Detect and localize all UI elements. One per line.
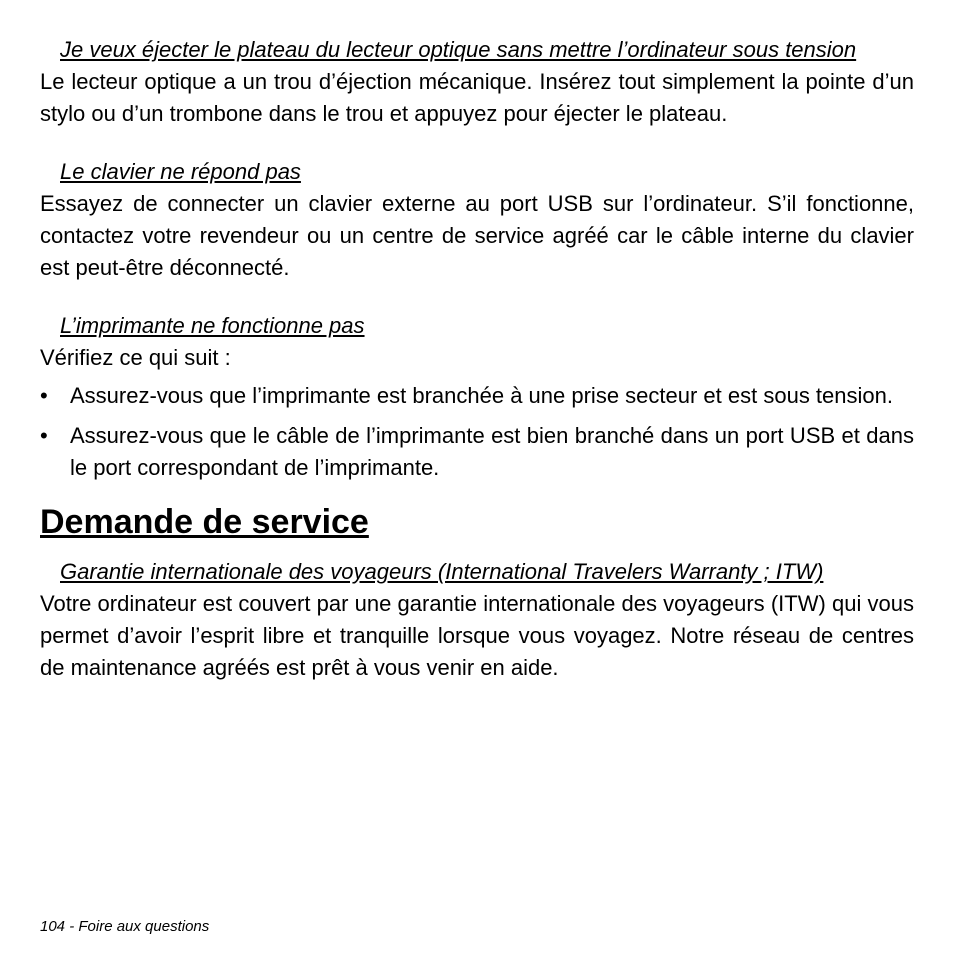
spacer <box>40 492 914 500</box>
section-body-eject-tray: Le lecteur optique a un trou d’éjection mécanique. Insérez tout simplement la pointe d’un stylo ou d’un trombone dans le trou et appuyez pour éjecter le plateau. <box>40 69 914 126</box>
bullet-glyph: • <box>40 383 48 408</box>
section-body-printer: Vérifiez ce qui suit : <box>40 345 231 370</box>
spacer <box>40 544 914 556</box>
section-body-itw: Votre ordinateur est couvert par une garantie internationale des voyageurs (ITW) qui vous permet d’avoir l’esprit libre et tranquille lorsque vous voyagez. Notre réseau de centres de maintenance agréés est prêt à vous venir en aide. <box>40 591 914 680</box>
section-heading-eject-tray: Je veux éjecter le plateau du lecteur optique sans mettre l’ordinateur sous tension <box>60 37 857 62</box>
section-heading-itw: Garantie internationale des voyageurs (International Travelers Warranty ; ITW) <box>60 559 824 584</box>
section-heading-printer: L’imprimante ne fonctionne pas <box>60 313 365 338</box>
printer-checklist <box>40 380 914 484</box>
page-content <box>40 34 914 684</box>
bullet-glyph: • <box>40 423 48 448</box>
page-footer: 104 - Foire aux questions <box>40 918 210 935</box>
chapter-title-service: Demande de service <box>40 503 369 541</box>
list-item-text: Assurez-vous que l’imprimante est branchée à une prise secteur et est sous tension. <box>70 383 893 408</box>
list-item-text: Assurez-vous que le câble de l’imprimante est bien branché dans un port USB et dans le port correspondant de l’imprimante. <box>70 423 914 480</box>
section-body-keyboard: Essayez de connecter un clavier externe au port USB sur l’ordinateur. S’il fonctionne, contactez votre revendeur ou un centre de service agréé car le câble interne du clavier est peut-être déconnecté. <box>40 191 914 280</box>
section-heading-keyboard: Le clavier ne répond pas <box>60 159 301 184</box>
spacer <box>40 284 914 310</box>
list-item <box>40 380 914 412</box>
spacer <box>40 130 914 156</box>
list-item <box>40 420 914 484</box>
